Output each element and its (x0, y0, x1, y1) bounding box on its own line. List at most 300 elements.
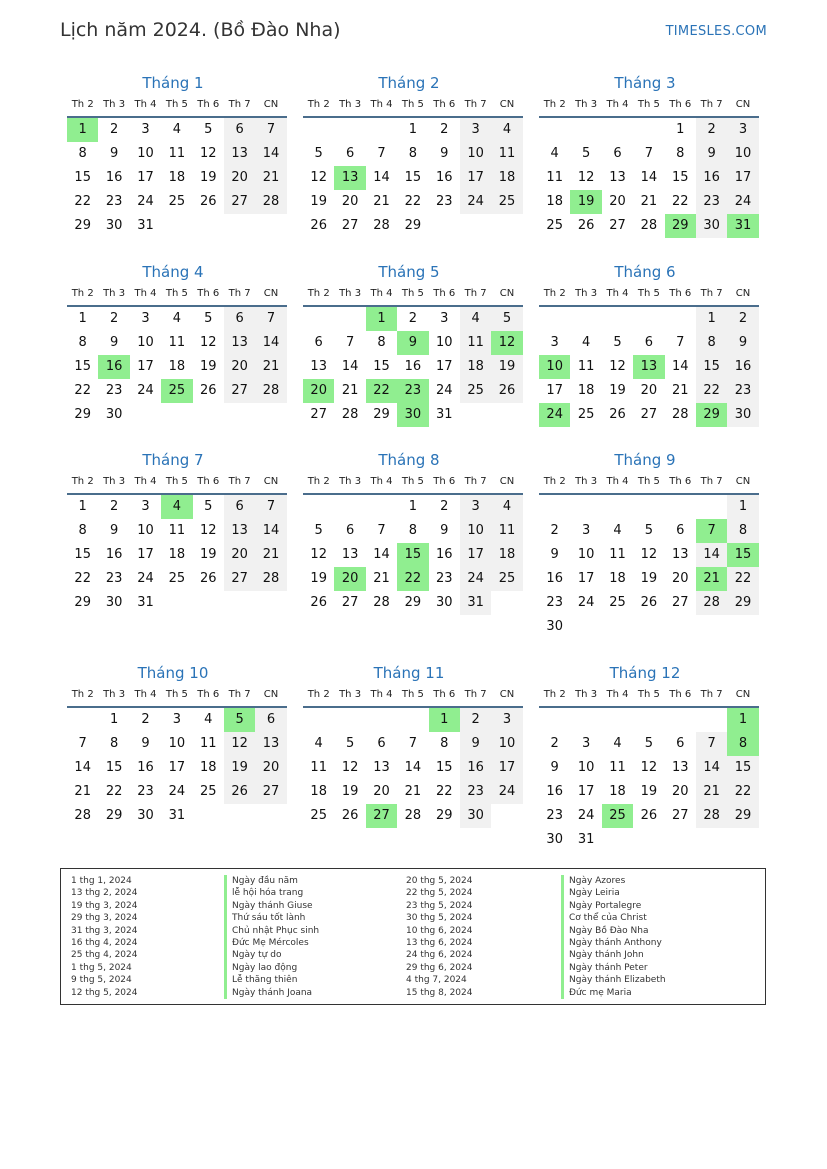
day-cell: 22 (404, 194, 422, 209)
day-cell: 17 (577, 571, 595, 586)
day-cell: 10 (491, 732, 522, 756)
day-cell: 20 (640, 383, 658, 398)
weekday-header: Th 2 (67, 94, 98, 118)
legend-holiday-name: Ngày thánh Giuse (224, 900, 319, 912)
day-cell: 28 (255, 190, 286, 214)
day-cell: 24 (460, 190, 491, 214)
day-cell: 4 (491, 495, 522, 519)
day-cell: 3 (460, 118, 491, 142)
day-cell: 12 (577, 170, 595, 185)
month-days-grid (303, 471, 519, 615)
day-cell: 5 (314, 146, 323, 161)
holiday-day-cell: 1 (429, 708, 460, 732)
day-cell: 19 (199, 170, 217, 185)
day-cell: 2 (109, 499, 119, 514)
legend-holiday-name: Ngày thánh John (561, 949, 666, 961)
weekday-header: Th 4 (602, 94, 633, 118)
empty-day-cell (570, 118, 601, 142)
weekday-header: Th 3 (334, 94, 365, 118)
day-cell: 7 (644, 146, 653, 161)
holiday-day-cell: 21 (696, 567, 727, 591)
day-cell: 27 (341, 218, 359, 233)
day-cell: 15 (435, 760, 453, 775)
empty-day-cell (570, 307, 601, 331)
empty-day-cell (303, 495, 334, 519)
day-cell: 20 (255, 756, 286, 780)
day-cell: 19 (224, 756, 255, 780)
empty-day-cell (696, 495, 727, 519)
weekday-header: Th 3 (98, 471, 129, 495)
day-cell: 29 (373, 407, 390, 422)
day-cell: 2 (109, 122, 119, 137)
day-cell: 2 (727, 307, 758, 331)
day-cell: 6 (377, 736, 386, 751)
day-cell: 21 (696, 780, 727, 804)
day-cell: 28 (373, 218, 390, 233)
empty-day-cell (366, 118, 397, 142)
page-title: Lịch năm 2024. (Bồ Đào Nha) (60, 19, 341, 41)
day-cell: 21 (255, 543, 286, 567)
day-cell: 25 (609, 595, 626, 610)
day-cell: 8 (696, 331, 727, 355)
weekday-header: Th 2 (67, 283, 98, 307)
day-cell: 19 (310, 571, 327, 586)
day-cell: 16 (435, 547, 453, 562)
day-cell: 27 (255, 780, 286, 804)
empty-day-cell (366, 708, 397, 732)
day-cell: 12 (640, 547, 658, 562)
day-cell: 30 (460, 804, 491, 828)
day-cell: 27 (224, 379, 255, 403)
day-cell: 2 (696, 118, 727, 142)
day-cell: 1 (727, 495, 758, 519)
empty-day-cell (633, 495, 664, 519)
day-cell: 15 (105, 760, 123, 775)
weekday-header: Th 5 (397, 283, 428, 307)
month-11 (299, 662, 519, 828)
weekday-header: Th 5 (397, 471, 428, 495)
day-cell: 7 (696, 732, 727, 756)
day-cell: 6 (224, 118, 255, 142)
legend-holiday-name: Ngày Portalegre (561, 900, 666, 912)
holiday-day-cell: 1 (67, 118, 98, 142)
day-cell: 27 (609, 218, 626, 233)
day-cell: 11 (609, 760, 626, 775)
holiday-day-cell: 29 (665, 214, 696, 238)
day-cell: 13 (609, 170, 626, 185)
day-cell: 13 (224, 331, 255, 355)
weekday-header: Th 2 (539, 94, 570, 118)
legend-holiday-name: Ngày Leiria (561, 887, 666, 899)
day-cell: 28 (255, 379, 286, 403)
weekday-header: CN (727, 283, 758, 307)
holiday-day-cell: 27 (366, 804, 397, 828)
day-cell: 21 (341, 383, 359, 398)
month-name: Tháng 7 (142, 451, 204, 469)
day-cell: 31 (460, 591, 491, 615)
day-cell: 24 (491, 780, 522, 804)
weekday-header: CN (727, 684, 758, 708)
empty-day-cell (303, 118, 334, 142)
day-cell: 23 (105, 571, 123, 586)
day-cell: 18 (577, 383, 595, 398)
day-cell: 24 (577, 808, 595, 823)
day-cell: 29 (74, 595, 91, 610)
weekday-header: CN (255, 471, 286, 495)
day-cell: 11 (460, 331, 491, 355)
day-cell: 9 (440, 523, 449, 538)
day-cell: 29 (74, 218, 91, 233)
day-cell: 21 (255, 355, 286, 379)
day-cell: 6 (224, 307, 255, 331)
day-cell: 8 (78, 146, 87, 161)
weekday-header: Th 7 (460, 684, 491, 708)
weekday-header: Th 5 (397, 94, 428, 118)
day-cell: 23 (435, 571, 453, 586)
day-cell: 7 (676, 335, 685, 350)
weekday-header: Th 7 (224, 94, 255, 118)
holiday-day-cell: 25 (161, 379, 192, 403)
month-name: Tháng 2 (378, 74, 440, 92)
day-cell: 5 (314, 523, 323, 538)
day-cell: 9 (460, 732, 491, 756)
weekday-header: Th 2 (539, 471, 570, 495)
day-cell: 9 (550, 760, 559, 775)
empty-day-cell (665, 307, 696, 331)
day-cell: 8 (408, 523, 417, 538)
day-cell: 3 (141, 122, 150, 137)
day-cell: 9 (727, 331, 758, 355)
weekday-header: CN (491, 94, 522, 118)
day-cell: 2 (440, 499, 449, 514)
day-cell: 27 (224, 190, 255, 214)
day-cell: 3 (581, 736, 591, 751)
weekday-header: Th 2 (67, 471, 98, 495)
day-cell: 18 (609, 784, 626, 799)
weekday-header: Th 3 (334, 471, 365, 495)
day-cell: 25 (460, 379, 491, 403)
day-cell: 11 (168, 146, 186, 161)
day-cell: 28 (404, 808, 422, 823)
day-cell: 1 (408, 499, 417, 514)
day-cell: 28 (696, 804, 727, 828)
holiday-day-cell: 1 (366, 307, 397, 331)
empty-day-cell (633, 118, 664, 142)
legend-date: 25 thg 4, 2024 (71, 950, 138, 961)
day-cell: 13 (341, 547, 359, 562)
day-cell: 24 (137, 383, 154, 398)
day-cell: 13 (255, 732, 286, 756)
day-cell: 20 (609, 194, 626, 209)
day-cell: 2 (141, 712, 150, 727)
day-cell: 26 (609, 407, 626, 422)
weekday-header: Th 4 (602, 283, 633, 307)
weekday-header: Th 3 (98, 684, 129, 708)
weekday-header: CN (491, 283, 522, 307)
day-cell: 30 (137, 808, 154, 823)
weekday-header: Th 2 (303, 684, 334, 708)
holiday-day-cell: 25 (602, 804, 633, 828)
legend-date: 19 thg 3, 2024 (71, 900, 138, 911)
day-cell: 25 (168, 571, 186, 586)
day-cell: 29 (74, 407, 91, 422)
day-cell: 10 (168, 736, 186, 751)
day-cell: 6 (644, 335, 653, 350)
weekday-header: Th 7 (696, 283, 727, 307)
day-cell: 7 (377, 523, 386, 538)
weekday-header: Th 4 (130, 684, 161, 708)
legend-names-col-1 (224, 875, 319, 999)
weekday-header: Th 4 (130, 283, 161, 307)
day-cell: 4 (613, 736, 622, 751)
day-cell: 9 (696, 142, 727, 166)
legend-date: 4 thg 7, 2024 (406, 975, 467, 986)
day-cell: 29 (727, 804, 758, 828)
holiday-day-cell: 15 (727, 543, 758, 567)
weekday-header: CN (491, 471, 522, 495)
legend-holiday-name: Chủ nhật Phục sinh (224, 925, 319, 937)
day-cell: 14 (255, 519, 286, 543)
day-cell: 15 (727, 756, 758, 780)
day-cell: 5 (204, 499, 213, 514)
brand-link[interactable]: TIMESLES.COM (665, 24, 767, 39)
day-cell: 22 (696, 379, 727, 403)
weekday-header: Th 5 (633, 283, 664, 307)
day-cell: 18 (168, 170, 186, 185)
day-cell: 1 (676, 122, 685, 137)
day-cell: 5 (644, 736, 653, 751)
day-cell: 8 (78, 335, 87, 350)
empty-day-cell (570, 708, 601, 732)
weekday-header: Th 5 (633, 471, 664, 495)
day-cell: 1 (109, 712, 119, 727)
day-cell: 14 (341, 359, 359, 374)
legend-holiday-name: Ngày thánh Anthony (561, 937, 666, 949)
legend-date: 9 thg 5, 2024 (71, 975, 132, 986)
weekday-header: Th 4 (366, 684, 397, 708)
day-cell: 2 (550, 523, 559, 538)
day-cell: 27 (224, 567, 255, 591)
day-cell: 15 (74, 170, 91, 185)
weekday-header: Th 6 (665, 684, 696, 708)
month-7 (63, 449, 283, 615)
weekday-header: Th 4 (602, 471, 633, 495)
weekday-header: Th 7 (224, 471, 255, 495)
day-cell: 22 (727, 567, 758, 591)
day-cell: 14 (696, 543, 727, 567)
weekday-header: Th 5 (633, 684, 664, 708)
day-cell: 28 (255, 567, 286, 591)
holiday-day-cell: 7 (696, 519, 727, 543)
day-cell: 23 (696, 190, 727, 214)
legend-holiday-name: Ngày Azores (561, 875, 666, 887)
month-name: Tháng 4 (142, 263, 204, 281)
weekday-header: Th 2 (539, 283, 570, 307)
day-cell: 24 (460, 567, 491, 591)
day-cell: 10 (460, 142, 491, 166)
day-cell: 10 (577, 760, 595, 775)
day-cell: 28 (696, 591, 727, 615)
month-3 (535, 72, 755, 238)
empty-day-cell (665, 495, 696, 519)
empty-day-cell (539, 118, 570, 142)
day-cell: 5 (491, 307, 522, 331)
weekday-header: Th 4 (130, 471, 161, 495)
day-cell: 17 (577, 784, 595, 799)
day-cell: 28 (74, 808, 91, 823)
empty-day-cell (334, 495, 365, 519)
day-cell: 22 (74, 194, 91, 209)
day-cell: 7 (255, 118, 286, 142)
holiday-day-cell: 23 (397, 379, 428, 403)
empty-day-cell (366, 495, 397, 519)
day-cell: 13 (224, 142, 255, 166)
weekday-header: CN (727, 94, 758, 118)
day-cell: 4 (613, 523, 622, 538)
day-cell: 9 (109, 335, 119, 350)
day-cell: 30 (105, 407, 123, 422)
month-days-grid (303, 283, 519, 427)
day-cell: 8 (440, 736, 449, 751)
day-cell: 14 (74, 760, 91, 775)
day-cell: 23 (546, 595, 563, 610)
day-cell: 26 (224, 780, 255, 804)
day-cell: 13 (224, 519, 255, 543)
holiday-day-cell: 29 (696, 403, 727, 427)
day-cell: 26 (341, 808, 359, 823)
day-cell: 23 (727, 379, 758, 403)
month-2 (299, 72, 519, 238)
legend-dates-col-1 (71, 875, 137, 999)
day-cell: 21 (373, 194, 390, 209)
day-cell: 22 (727, 780, 758, 804)
day-cell: 10 (435, 335, 453, 350)
empty-day-cell (334, 118, 365, 142)
day-cell: 20 (671, 571, 689, 586)
day-cell: 26 (577, 218, 595, 233)
day-cell: 17 (546, 383, 563, 398)
weekday-header: Th 4 (130, 94, 161, 118)
day-cell: 4 (314, 736, 323, 751)
day-cell: 29 (404, 218, 422, 233)
weekday-header: Th 7 (696, 684, 727, 708)
weekday-header: CN (255, 94, 286, 118)
holiday-legend (60, 868, 766, 1005)
day-cell: 23 (460, 780, 491, 804)
day-cell: 8 (676, 146, 685, 161)
weekday-header: Th 4 (602, 684, 633, 708)
day-cell: 12 (224, 732, 255, 756)
day-cell: 2 (550, 736, 559, 751)
legend-date: 24 thg 6, 2024 (406, 950, 473, 961)
day-cell: 29 (727, 591, 758, 615)
day-cell: 25 (491, 567, 522, 591)
day-cell: 16 (460, 756, 491, 780)
day-cell: 21 (373, 571, 390, 586)
day-cell: 5 (581, 146, 591, 161)
day-cell: 12 (199, 523, 217, 538)
day-cell: 12 (199, 335, 217, 350)
holiday-day-cell: 15 (397, 543, 428, 567)
day-cell: 20 (341, 194, 359, 209)
empty-day-cell (397, 708, 428, 732)
day-cell: 2 (460, 708, 491, 732)
weekday-header: Th 3 (570, 94, 601, 118)
day-cell: 27 (341, 595, 359, 610)
day-cell: 25 (577, 407, 595, 422)
month-name: Tháng 1 (142, 74, 204, 92)
weekday-header: Th 5 (161, 94, 192, 118)
weekday-header: Th 6 (193, 283, 224, 307)
day-cell: 13 (671, 760, 689, 775)
day-cell: 18 (460, 355, 491, 379)
empty-day-cell (334, 708, 365, 732)
day-cell: 26 (199, 383, 217, 398)
day-cell: 14 (671, 359, 689, 374)
weekday-header: Th 4 (366, 471, 397, 495)
legend-holiday-name: Đức mẹ Maria (561, 987, 666, 999)
day-cell: 25 (546, 218, 563, 233)
day-cell: 15 (404, 170, 422, 185)
day-cell: 5 (345, 736, 355, 751)
legend-holiday-name: Lễ thăng thiên (224, 974, 319, 986)
holiday-day-cell: 30 (397, 403, 428, 427)
day-cell: 31 (137, 595, 154, 610)
day-cell: 21 (255, 166, 286, 190)
legend-date: 13 thg 2, 2024 (71, 888, 138, 899)
day-cell: 2 (109, 311, 119, 326)
day-cell: 8 (408, 146, 417, 161)
day-cell: 9 (109, 146, 119, 161)
day-cell: 11 (491, 519, 522, 543)
day-cell: 7 (255, 495, 286, 519)
day-cell: 25 (168, 194, 186, 209)
empty-day-cell (602, 708, 633, 732)
month-days-grid (303, 684, 519, 828)
day-cell: 17 (435, 359, 453, 374)
day-cell: 17 (168, 760, 186, 775)
legend-date: 29 thg 3, 2024 (71, 913, 138, 924)
day-cell: 17 (137, 547, 154, 562)
day-cell: 24 (577, 595, 595, 610)
day-cell: 25 (491, 190, 522, 214)
day-cell: 4 (204, 712, 213, 727)
day-cell: 20 (373, 784, 390, 799)
day-cell: 17 (460, 166, 491, 190)
weekday-header: Th 5 (633, 94, 664, 118)
day-cell: 5 (613, 335, 622, 350)
weekday-header: CN (255, 283, 286, 307)
day-cell: 4 (172, 311, 181, 326)
month-name: Tháng 12 (609, 664, 681, 682)
day-cell: 12 (341, 760, 359, 775)
month-days-grid (539, 283, 755, 427)
day-cell: 26 (640, 595, 658, 610)
day-cell: 26 (640, 808, 658, 823)
empty-day-cell (633, 307, 664, 331)
day-cell: 3 (550, 335, 559, 350)
day-cell: 26 (310, 218, 327, 233)
day-cell: 25 (199, 784, 217, 799)
day-cell: 6 (314, 335, 323, 350)
day-cell: 26 (491, 379, 522, 403)
day-cell: 30 (727, 403, 758, 427)
day-cell: 7 (255, 307, 286, 331)
day-cell: 18 (199, 760, 217, 775)
legend-dates-col-2 (406, 875, 472, 999)
day-cell: 22 (671, 194, 689, 209)
day-cell: 16 (546, 571, 563, 586)
